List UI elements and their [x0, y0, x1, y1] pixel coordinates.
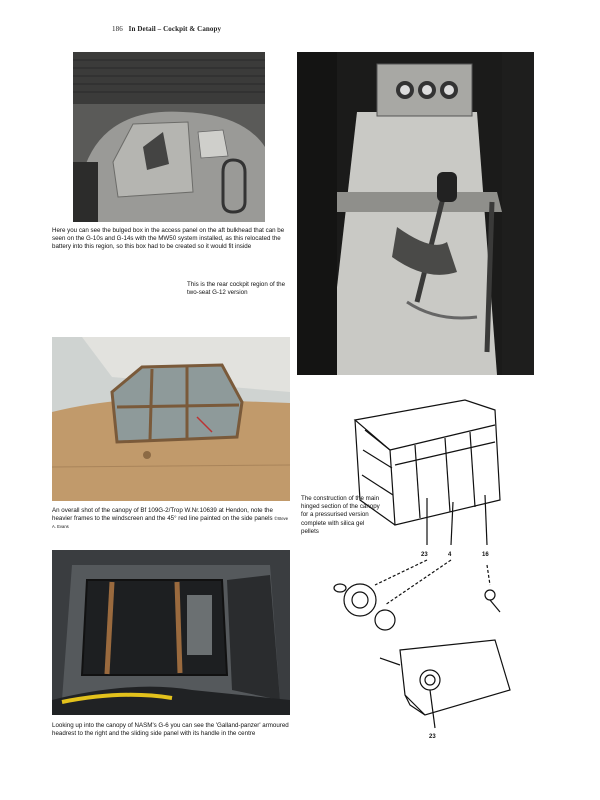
- caption-rear-cockpit: This is the rear cockpit region of the two-seat G-12 version: [187, 281, 286, 297]
- photo-bulged-access-panel: [73, 52, 265, 222]
- photo-canopy-hendon-image: [52, 337, 290, 501]
- page-number: 186: [112, 25, 123, 33]
- canopy-construction-diagram: [305, 390, 535, 750]
- running-header: [112, 25, 221, 33]
- photo-canopy-hendon: [52, 337, 290, 501]
- caption-hinged-section: The construction of the main hinged section of the canopy for a pressurised version complete with silica gel pellets: [301, 495, 380, 535]
- caption-bulged-box: Here you can see the bulged box in the access panel on the aft bulkhead that can be seen on the G-10s and G-14s with the MW50 system installed, as this relocated the battery into this region, so this box had to be created so it would fit inside: [52, 227, 285, 251]
- caption-nasm-canopy: Looking up into the canopy of NASM's G-6 you can see the 'Galland-panzer' armoured headrest to the right and the sliding side panel with its handle in the centre: [52, 722, 289, 738]
- diagram-label-16: 16: [482, 552, 489, 558]
- photo-credit: ©Steve A. Evans: [52, 516, 289, 530]
- diagram-label-23-bottom: 23: [429, 734, 436, 740]
- photo-rear-cockpit-image: [297, 52, 534, 375]
- caption-canopy-hendon-text: An overall shot of the canopy of Bf 109G-2/Trop W.Nr.10639 at Hendon, note the heavier frames to the windscreen and the 45° red line painted on the side panels: [52, 507, 273, 523]
- canopy-construction-drawing: [305, 390, 535, 750]
- photo-bulged-access-panel-image: [73, 52, 265, 222]
- diagram-label-4: 4: [448, 552, 452, 558]
- photo-nasm-canopy: [52, 550, 290, 715]
- photo-rear-cockpit: [297, 52, 534, 375]
- caption-canopy-hendon: [52, 507, 292, 532]
- diagram-label-23-top: 23: [421, 552, 428, 558]
- photo-nasm-canopy-image: [52, 550, 290, 715]
- section-title: In Detail – Cockpit & Canopy: [128, 25, 222, 33]
